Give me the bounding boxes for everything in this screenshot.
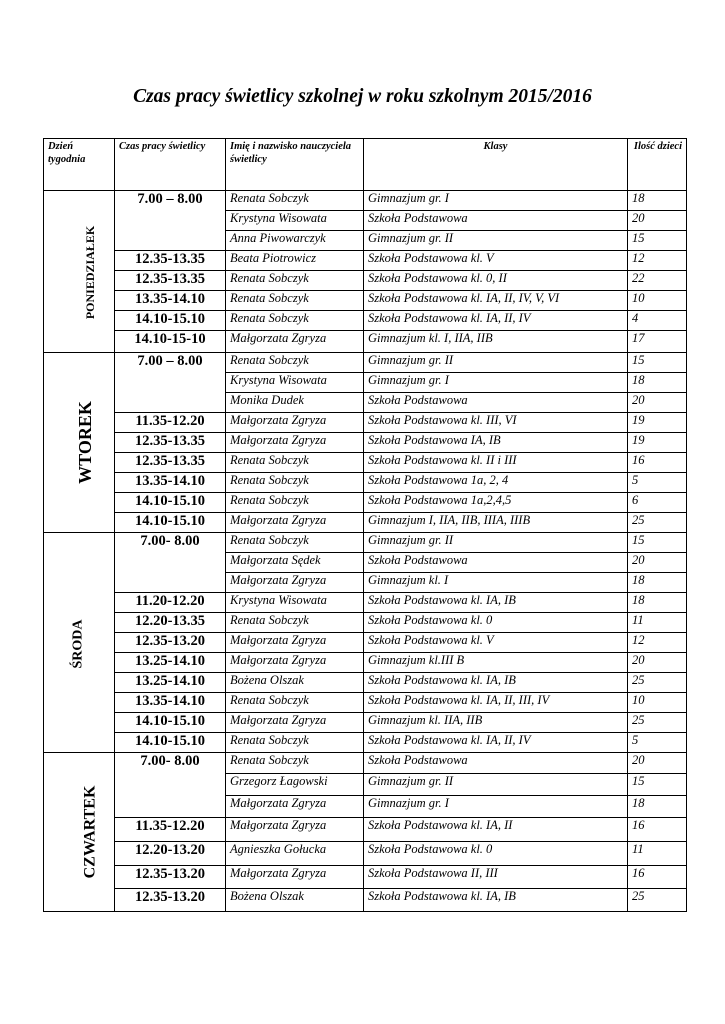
classes-cell: Szkoła Podstawowa II, III: [364, 866, 628, 889]
table-row: [44, 673, 687, 693]
count-cell: 19: [628, 413, 687, 433]
teacher-cell: Grzegorz Łagowski: [226, 774, 364, 796]
table-row: [44, 331, 687, 353]
teacher-cell: Renata Sobczyk: [226, 271, 364, 291]
teacher-cell: Małgorzata Zgryza: [226, 818, 364, 842]
classes-cell: Szkoła Podstawowa kl. IA, IB: [364, 673, 628, 693]
teacher-cell: Renata Sobczyk: [226, 453, 364, 473]
classes-cell: Szkoła Podstawowa kl. IA, II, IV, V, VI: [364, 291, 628, 311]
teacher-cell: Renata Sobczyk: [226, 311, 364, 331]
count-cell: 20: [628, 393, 687, 413]
teacher-cell: Renata Sobczyk: [226, 291, 364, 311]
time-cell: 12.35-13.35: [115, 251, 226, 271]
header-teacher: Imię i nazwisko nauczyciela świetlicy: [226, 139, 364, 191]
teacher-cell: Beata Piotrowicz: [226, 251, 364, 271]
teacher-cell: Agnieszka Gołucka: [226, 842, 364, 866]
count-cell: 17: [628, 331, 687, 353]
classes-cell: Szkoła Podstawowa: [364, 393, 628, 413]
header-classes: Klasy: [364, 139, 628, 191]
classes-cell: Gimnazjum gr. I: [364, 191, 628, 211]
teacher-cell: Małgorzata Zgryza: [226, 796, 364, 818]
time-cell: 14.10-15.10: [115, 311, 226, 331]
table-row: [44, 613, 687, 633]
count-cell: 6: [628, 493, 687, 513]
time-cell: 14.10-15.10: [115, 733, 226, 753]
time-cell: 12.35-13.20: [115, 889, 226, 912]
time-cell: 12.35-13.35: [115, 433, 226, 453]
page-title: Czas pracy świetlicy szkolnej w roku szkolnym 2015/2016: [133, 86, 592, 107]
time-cell: 7.00 – 8.00: [115, 353, 226, 413]
teacher-cell: Renata Sobczyk: [226, 191, 364, 211]
classes-cell: Gimnazjum gr. II: [364, 533, 628, 553]
classes-cell: Szkoła Podstawowa 1a,2,4,5: [364, 493, 628, 513]
table-row: [44, 533, 687, 553]
table-row: [44, 251, 687, 271]
count-cell: 16: [628, 818, 687, 842]
teacher-cell: Renata Sobczyk: [226, 733, 364, 753]
teacher-cell: Małgorzata Zgryza: [226, 633, 364, 653]
count-cell: 18: [628, 796, 687, 818]
day-label: ŚRODA: [70, 618, 86, 669]
teacher-cell: Małgorzata Zgryza: [226, 573, 364, 593]
count-cell: 15: [628, 353, 687, 373]
time-cell: 12.35-13.20: [115, 633, 226, 653]
table-row: [44, 753, 687, 774]
time-cell: 13.35-14.10: [115, 473, 226, 493]
header-row: [44, 139, 687, 191]
classes-cell: Gimnazjum gr. II: [364, 231, 628, 251]
day-cell: [44, 353, 115, 533]
count-cell: 5: [628, 733, 687, 753]
count-cell: 25: [628, 673, 687, 693]
count-cell: 18: [628, 573, 687, 593]
classes-cell: Szkoła Podstawowa kl. 0, II: [364, 271, 628, 291]
table-row: [44, 693, 687, 713]
teacher-cell: Małgorzata Zgryza: [226, 653, 364, 673]
day-cell: [44, 533, 115, 753]
classes-cell: Szkoła Podstawowa kl. IA, II, IV: [364, 733, 628, 753]
table-row: [44, 271, 687, 291]
time-cell: 12.20-13.35: [115, 613, 226, 633]
schedule-body: [44, 191, 687, 912]
table-row: [44, 842, 687, 866]
count-cell: 4: [628, 311, 687, 331]
table-row: [44, 889, 687, 912]
teacher-cell: Małgorzata Zgryza: [226, 866, 364, 889]
count-cell: 20: [628, 553, 687, 573]
time-cell: 13.25-14.10: [115, 653, 226, 673]
header-day: Dzień tygodnia: [44, 139, 115, 191]
teacher-cell: Renata Sobczyk: [226, 493, 364, 513]
count-cell: 16: [628, 453, 687, 473]
count-cell: 22: [628, 271, 687, 291]
day-cell: [44, 191, 115, 353]
classes-cell: Szkoła Podstawowa kl. IA, IB: [364, 593, 628, 613]
teacher-cell: Małgorzata Zgryza: [226, 331, 364, 353]
count-cell: 10: [628, 693, 687, 713]
time-cell: 7.00- 8.00: [115, 753, 226, 818]
teacher-cell: Małgorzata Zgryza: [226, 713, 364, 733]
count-cell: 12: [628, 251, 687, 271]
classes-cell: Szkoła Podstawowa: [364, 753, 628, 774]
time-cell: 11.35-12.20: [115, 818, 226, 842]
classes-cell: Szkoła Podstawowa kl. V: [364, 251, 628, 271]
day-label: CZWARTEK: [81, 785, 99, 879]
count-cell: 18: [628, 373, 687, 393]
teacher-cell: Renata Sobczyk: [226, 353, 364, 373]
count-cell: 20: [628, 653, 687, 673]
time-cell: 12.35-13.20: [115, 866, 226, 889]
count-cell: 25: [628, 713, 687, 733]
classes-cell: Gimnazjum kl. I: [364, 573, 628, 593]
time-cell: 13.25-14.10: [115, 673, 226, 693]
classes-cell: Gimnazjum I, IIA, IIB, IIIA, IIIB: [364, 513, 628, 533]
table-row: [44, 866, 687, 889]
teacher-cell: Krystyna Wisowata: [226, 593, 364, 613]
count-cell: 18: [628, 191, 687, 211]
count-cell: 16: [628, 866, 687, 889]
classes-cell: Gimnazjum kl.III B: [364, 653, 628, 673]
table-row: [44, 513, 687, 533]
count-cell: 15: [628, 533, 687, 553]
teacher-cell: Monika Dudek: [226, 393, 364, 413]
teacher-cell: Anna Piwowarczyk: [226, 231, 364, 251]
teacher-cell: Krystyna Wisowata: [226, 211, 364, 231]
classes-cell: Szkoła Podstawowa: [364, 553, 628, 573]
day-label: WTOREK: [74, 401, 95, 484]
count-cell: 25: [628, 513, 687, 533]
count-cell: 20: [628, 753, 687, 774]
teacher-cell: Krystyna Wisowata: [226, 373, 364, 393]
header-time: Czas pracy świetlicy: [115, 139, 226, 191]
table-row: [44, 593, 687, 613]
count-cell: 15: [628, 774, 687, 796]
schedule-table: [43, 138, 687, 912]
classes-cell: Szkoła Podstawowa 1a, 2, 4: [364, 473, 628, 493]
classes-cell: Szkoła Podstawowa kl. IA, II: [364, 818, 628, 842]
time-cell: 7.00- 8.00: [115, 533, 226, 593]
table-row: [44, 191, 687, 211]
count-cell: 10: [628, 291, 687, 311]
count-cell: 18: [628, 593, 687, 613]
teacher-cell: Renata Sobczyk: [226, 613, 364, 633]
teacher-cell: Małgorzata Zgryza: [226, 433, 364, 453]
teacher-cell: Renata Sobczyk: [226, 473, 364, 493]
classes-cell: Szkoła Podstawowa kl. 0: [364, 842, 628, 866]
time-cell: 13.35-14.10: [115, 693, 226, 713]
teacher-cell: Małgorzata Zgryza: [226, 513, 364, 533]
time-cell: 12.35-13.35: [115, 453, 226, 473]
time-cell: 14.10-15.10: [115, 513, 226, 533]
time-cell: 14.10-15.10: [115, 713, 226, 733]
header-count: Ilość dzieci: [628, 139, 687, 191]
time-cell: 12.35-13.35: [115, 271, 226, 291]
classes-cell: Szkoła Podstawowa kl. 0: [364, 613, 628, 633]
table-row: [44, 291, 687, 311]
table-row: [44, 733, 687, 753]
day-label: PONIEDZIAŁEK: [83, 225, 98, 319]
count-cell: 25: [628, 889, 687, 912]
time-cell: 11.20-12.20: [115, 593, 226, 613]
classes-cell: Szkoła Podstawowa: [364, 211, 628, 231]
table-row: [44, 353, 687, 373]
classes-cell: Gimnazjum kl. I, IIA, IIB: [364, 331, 628, 353]
classes-cell: Szkoła Podstawowa IA, IB: [364, 433, 628, 453]
classes-cell: Szkoła Podstawowa kl. V: [364, 633, 628, 653]
time-cell: 13.35-14.10: [115, 291, 226, 311]
table-row: [44, 311, 687, 331]
teacher-cell: Renata Sobczyk: [226, 533, 364, 553]
table-row: [44, 653, 687, 673]
count-cell: 20: [628, 211, 687, 231]
time-cell: 12.20-13.20: [115, 842, 226, 866]
classes-cell: Gimnazjum gr. II: [364, 353, 628, 373]
table-row: [44, 818, 687, 842]
table-row: [44, 413, 687, 433]
table-row: [44, 433, 687, 453]
table-row: [44, 473, 687, 493]
teacher-cell: Bożena Olszak: [226, 889, 364, 912]
classes-cell: Gimnazjum gr. I: [364, 796, 628, 818]
count-cell: 12: [628, 633, 687, 653]
teacher-cell: Małgorzata Sędek: [226, 553, 364, 573]
classes-cell: Gimnazjum kl. IIA, IIB: [364, 713, 628, 733]
table-row: [44, 453, 687, 473]
time-cell: 11.35-12.20: [115, 413, 226, 433]
time-cell: 14.10-15-10: [115, 331, 226, 353]
teacher-cell: Renata Sobczyk: [226, 753, 364, 774]
count-cell: 11: [628, 842, 687, 866]
day-cell: [44, 753, 115, 912]
time-cell: 7.00 – 8.00: [115, 191, 226, 251]
count-cell: 5: [628, 473, 687, 493]
time-cell: 14.10-15.10: [115, 493, 226, 513]
classes-cell: Szkoła Podstawowa kl. II i III: [364, 453, 628, 473]
teacher-cell: Małgorzata Zgryza: [226, 413, 364, 433]
classes-cell: Szkoła Podstawowa kl. IA, II, IV: [364, 311, 628, 331]
classes-cell: Szkoła Podstawowa kl. IA, II, III, IV: [364, 693, 628, 713]
table-row: [44, 493, 687, 513]
classes-cell: Szkoła Podstawowa kl. IA, IB: [364, 889, 628, 912]
count-cell: 11: [628, 613, 687, 633]
teacher-cell: Renata Sobczyk: [226, 693, 364, 713]
count-cell: 15: [628, 231, 687, 251]
classes-cell: Szkoła Podstawowa kl. III, VI: [364, 413, 628, 433]
count-cell: 19: [628, 433, 687, 453]
table-row: [44, 713, 687, 733]
table-row: [44, 633, 687, 653]
classes-cell: Gimnazjum gr. I: [364, 373, 628, 393]
teacher-cell: Bożena Olszak: [226, 673, 364, 693]
classes-cell: Gimnazjum gr. II: [364, 774, 628, 796]
